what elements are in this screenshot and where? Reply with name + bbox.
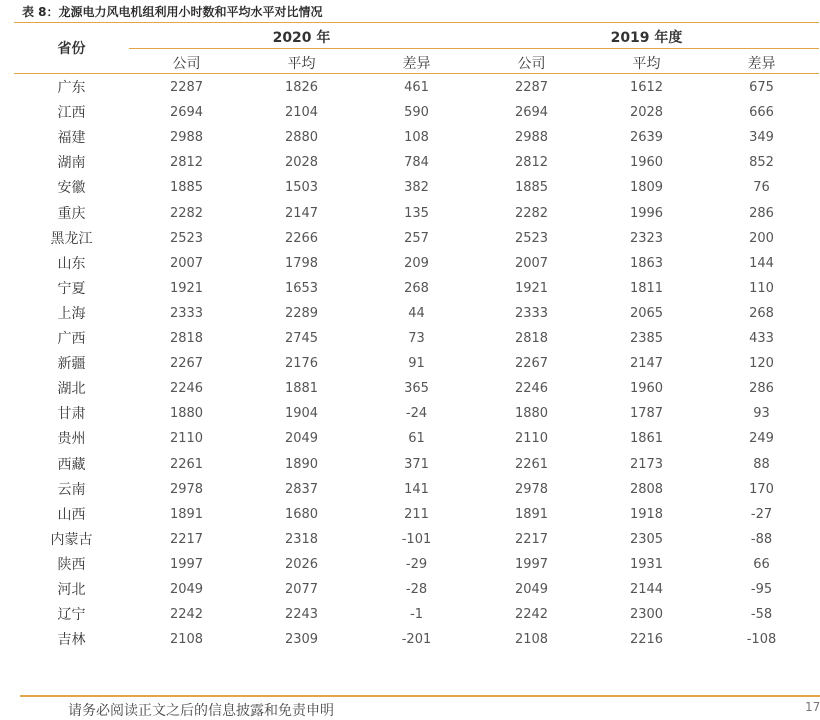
year-2020-header: 2020 年 bbox=[272, 30, 331, 46]
cell-average-2019: 1931 bbox=[629, 556, 664, 572]
cell-province: 云南 bbox=[57, 481, 86, 498]
cell-difference-2019: 76 bbox=[753, 180, 770, 196]
cell-company-2019: 2988 bbox=[514, 130, 549, 146]
cell-province: 上海 bbox=[57, 305, 86, 322]
table-row bbox=[14, 555, 819, 580]
cell-average-2020: 1881 bbox=[284, 381, 319, 397]
cell-difference-2019: 170 bbox=[749, 481, 774, 497]
table-row bbox=[14, 379, 819, 404]
cell-province: 安徽 bbox=[57, 180, 86, 197]
cell-average-2019: 1811 bbox=[629, 280, 664, 296]
cell-province: 辽宁 bbox=[57, 607, 86, 624]
table-row bbox=[14, 178, 819, 203]
cell-average-2020: 1680 bbox=[284, 506, 319, 522]
cell-difference-2019: 144 bbox=[749, 255, 774, 271]
cell-difference-2020: 141 bbox=[404, 481, 429, 497]
cell-difference-2019: -95 bbox=[750, 582, 773, 597]
cell-difference-2019: 675 bbox=[749, 80, 774, 95]
cell-company-2019: 2287 bbox=[514, 80, 549, 95]
table-row bbox=[14, 455, 819, 480]
cell-province: 山西 bbox=[57, 506, 86, 523]
cell-difference-2019: 249 bbox=[749, 431, 774, 447]
cell-company-2020: 1885 bbox=[169, 180, 204, 196]
cell-difference-2019: 349 bbox=[749, 130, 774, 146]
cell-company-2020: 1880 bbox=[169, 406, 204, 422]
cell-average-2020: 2049 bbox=[284, 431, 319, 447]
cell-average-2019: 1918 bbox=[629, 506, 664, 522]
cell-average-2019: 2028 bbox=[629, 105, 664, 121]
cell-company-2019: 2818 bbox=[514, 331, 549, 346]
cell-difference-2019: 110 bbox=[749, 280, 774, 296]
sub-header-average-2020: 平均 bbox=[287, 56, 316, 72]
cell-company-2020: 2988 bbox=[169, 130, 204, 146]
cell-average-2019: 1863 bbox=[629, 255, 664, 271]
table-row bbox=[14, 279, 819, 304]
cell-company-2020: 2049 bbox=[169, 582, 204, 597]
cell-difference-2019: 433 bbox=[749, 331, 774, 346]
table-row bbox=[14, 530, 819, 555]
cell-average-2020: 2289 bbox=[284, 305, 319, 321]
table-row bbox=[14, 254, 819, 279]
cell-difference-2020: 209 bbox=[404, 255, 429, 271]
table-row bbox=[14, 429, 819, 454]
table-row bbox=[14, 605, 819, 630]
cell-company-2019: 2267 bbox=[514, 356, 549, 372]
cell-province: 山东 bbox=[57, 255, 86, 272]
cell-average-2019: 2216 bbox=[629, 632, 664, 648]
table-header-rule bbox=[14, 73, 819, 74]
table-group-rule bbox=[129, 48, 819, 49]
cell-company-2020: 2333 bbox=[169, 305, 204, 321]
cell-difference-2020: 73 bbox=[408, 331, 425, 346]
cell-company-2019: 2261 bbox=[514, 456, 549, 472]
cell-company-2020: 2110 bbox=[169, 431, 204, 447]
cell-average-2019: 1809 bbox=[629, 180, 664, 196]
cell-province: 福建 bbox=[57, 130, 86, 147]
cell-province: 重庆 bbox=[57, 205, 86, 222]
cell-difference-2019: 200 bbox=[749, 230, 774, 246]
cell-company-2019: 2978 bbox=[514, 481, 549, 497]
cell-difference-2020: -101 bbox=[401, 531, 432, 547]
cell-company-2020: 1891 bbox=[169, 506, 204, 522]
cell-company-2019: 2108 bbox=[514, 632, 549, 648]
cell-difference-2019: 852 bbox=[749, 155, 774, 171]
cell-company-2020: 2978 bbox=[169, 481, 204, 497]
table-row bbox=[14, 304, 819, 329]
table-row bbox=[14, 204, 819, 229]
cell-province: 黑龙江 bbox=[50, 230, 93, 247]
cell-difference-2020: 382 bbox=[404, 180, 429, 196]
cell-difference-2019: 120 bbox=[749, 356, 774, 372]
cell-company-2019: 2049 bbox=[514, 582, 549, 597]
cell-province: 甘肃 bbox=[57, 406, 86, 423]
cell-difference-2020: 108 bbox=[404, 130, 429, 146]
table-row bbox=[14, 354, 819, 379]
cell-company-2020: 2812 bbox=[169, 155, 204, 171]
cell-company-2019: 2242 bbox=[514, 607, 549, 623]
cell-average-2020: 2309 bbox=[284, 632, 319, 648]
cell-difference-2019: -88 bbox=[750, 531, 773, 547]
cell-average-2019: 1960 bbox=[629, 155, 664, 171]
cell-average-2019: 2808 bbox=[629, 481, 664, 497]
table-row bbox=[14, 103, 819, 128]
cell-difference-2020: -29 bbox=[405, 556, 428, 572]
cell-company-2020: 2246 bbox=[169, 381, 204, 397]
cell-province: 吉林 bbox=[57, 632, 86, 649]
cell-average-2020: 2147 bbox=[284, 205, 319, 221]
cell-average-2020: 1890 bbox=[284, 456, 319, 472]
cell-company-2019: 2694 bbox=[514, 105, 549, 121]
cell-province: 江西 bbox=[57, 105, 86, 122]
sub-header-company-2019: 公司 bbox=[517, 56, 546, 72]
cell-company-2019: 1880 bbox=[514, 406, 549, 422]
cell-difference-2019: -58 bbox=[750, 607, 773, 623]
cell-province: 湖北 bbox=[57, 381, 86, 398]
cell-company-2019: 2523 bbox=[514, 230, 549, 246]
cell-difference-2020: 365 bbox=[404, 381, 429, 397]
footer-rule bbox=[20, 695, 820, 697]
cell-average-2019: 1996 bbox=[629, 205, 664, 221]
cell-province: 湖南 bbox=[57, 155, 86, 172]
cell-average-2019: 2173 bbox=[629, 456, 664, 472]
year-2019-header: 2019 年度 bbox=[610, 30, 683, 46]
cell-average-2019: 1612 bbox=[629, 80, 664, 95]
table-row bbox=[14, 78, 819, 103]
cell-province: 河北 bbox=[57, 582, 86, 598]
cell-average-2019: 2323 bbox=[629, 230, 664, 246]
cell-province: 宁夏 bbox=[57, 280, 86, 297]
cell-difference-2020: 61 bbox=[408, 431, 425, 447]
sub-header-average-2019: 平均 bbox=[632, 56, 661, 72]
cell-company-2020: 2287 bbox=[169, 80, 204, 95]
cell-company-2019: 1891 bbox=[514, 506, 549, 522]
cell-difference-2020: -1 bbox=[410, 607, 423, 623]
cell-difference-2020: 211 bbox=[404, 506, 429, 522]
table-row bbox=[14, 630, 819, 655]
cell-average-2020: 2745 bbox=[284, 331, 319, 346]
cell-company-2020: 1997 bbox=[169, 556, 204, 572]
cell-average-2020: 2077 bbox=[284, 582, 319, 597]
table-row bbox=[14, 480, 819, 505]
cell-company-2020: 2108 bbox=[169, 632, 204, 648]
cell-difference-2020: 135 bbox=[404, 205, 429, 221]
table-row bbox=[14, 505, 819, 530]
cell-difference-2019: 286 bbox=[749, 381, 774, 397]
cell-difference-2019: -108 bbox=[746, 632, 777, 648]
cell-province: 内蒙古 bbox=[50, 531, 93, 548]
sub-header-difference-2019: 差异 bbox=[747, 56, 776, 72]
province-header: 省份 bbox=[57, 41, 86, 57]
table-row bbox=[14, 404, 819, 429]
cell-difference-2020: 371 bbox=[404, 456, 429, 472]
cell-average-2020: 2104 bbox=[284, 105, 319, 121]
cell-difference-2020: 461 bbox=[404, 80, 429, 95]
cell-average-2020: 2243 bbox=[284, 607, 319, 623]
cell-company-2019: 2333 bbox=[514, 305, 549, 321]
cell-province: 西藏 bbox=[57, 456, 86, 473]
cell-difference-2019: 666 bbox=[749, 105, 774, 121]
table-caption: 表 8：龙源电力风电机组利用小时数和平均水平对比情况 bbox=[22, 5, 323, 19]
cell-company-2020: 2217 bbox=[169, 531, 204, 547]
cell-average-2019: 2385 bbox=[629, 331, 664, 346]
sub-header-difference-2020: 差异 bbox=[402, 56, 431, 72]
cell-company-2019: 2246 bbox=[514, 381, 549, 397]
table-row bbox=[14, 580, 819, 605]
table-row bbox=[14, 128, 819, 153]
cell-average-2019: 1960 bbox=[629, 381, 664, 397]
cell-difference-2019: 286 bbox=[749, 205, 774, 221]
footer-disclaimer: 请务必阅读正文之后的信息披露和免责申明 bbox=[68, 703, 334, 719]
cell-company-2019: 2007 bbox=[514, 255, 549, 271]
cell-province: 陕西 bbox=[57, 556, 86, 573]
table-top-rule bbox=[14, 22, 819, 23]
cell-difference-2020: -28 bbox=[405, 582, 428, 597]
cell-difference-2020: 44 bbox=[408, 305, 425, 321]
cell-average-2019: 2147 bbox=[629, 356, 664, 372]
cell-average-2020: 2318 bbox=[284, 531, 319, 547]
cell-company-2019: 2282 bbox=[514, 205, 549, 221]
cell-company-2019: 2217 bbox=[514, 531, 549, 547]
cell-average-2019: 1787 bbox=[629, 406, 664, 422]
cell-province: 广西 bbox=[57, 331, 86, 347]
cell-average-2019: 1861 bbox=[629, 431, 664, 447]
cell-average-2020: 1904 bbox=[284, 406, 319, 422]
cell-company-2020: 2523 bbox=[169, 230, 204, 246]
cell-difference-2019: 268 bbox=[749, 305, 774, 321]
cell-company-2019: 1885 bbox=[514, 180, 549, 196]
cell-province: 广东 bbox=[57, 80, 86, 96]
cell-company-2020: 2242 bbox=[169, 607, 204, 623]
cell-difference-2020: 590 bbox=[404, 105, 429, 121]
cell-average-2019: 2144 bbox=[629, 582, 664, 597]
cell-average-2020: 2837 bbox=[284, 481, 319, 497]
sub-header-company-2020: 公司 bbox=[172, 56, 201, 72]
cell-difference-2020: 268 bbox=[404, 280, 429, 296]
cell-average-2020: 2880 bbox=[284, 130, 319, 146]
cell-company-2020: 1921 bbox=[169, 280, 204, 296]
cell-average-2020: 2028 bbox=[284, 155, 319, 171]
cell-difference-2019: 93 bbox=[753, 406, 770, 422]
cell-company-2020: 2818 bbox=[169, 331, 204, 346]
cell-province: 新疆 bbox=[57, 356, 86, 373]
table-row bbox=[14, 153, 819, 178]
cell-average-2019: 2305 bbox=[629, 531, 664, 547]
cell-difference-2019: -27 bbox=[750, 506, 773, 522]
cell-average-2020: 1503 bbox=[284, 180, 319, 196]
page-number: 17 bbox=[805, 700, 820, 714]
cell-company-2019: 1997 bbox=[514, 556, 549, 572]
cell-difference-2020: 784 bbox=[404, 155, 429, 171]
cell-company-2020: 2267 bbox=[169, 356, 204, 372]
cell-company-2019: 1921 bbox=[514, 280, 549, 296]
cell-company-2020: 2261 bbox=[169, 456, 204, 472]
table-row bbox=[14, 229, 819, 254]
cell-average-2020: 1798 bbox=[284, 255, 319, 271]
cell-province: 贵州 bbox=[57, 431, 86, 448]
cell-difference-2019: 88 bbox=[753, 456, 770, 472]
cell-company-2019: 2812 bbox=[514, 155, 549, 171]
cell-company-2019: 2110 bbox=[514, 431, 549, 447]
cell-company-2020: 2694 bbox=[169, 105, 204, 121]
cell-difference-2020: -201 bbox=[401, 632, 432, 648]
cell-average-2019: 2639 bbox=[629, 130, 664, 146]
cell-average-2020: 2026 bbox=[284, 556, 319, 572]
cell-company-2020: 2282 bbox=[169, 205, 204, 221]
cell-company-2020: 2007 bbox=[169, 255, 204, 271]
cell-average-2020: 1653 bbox=[284, 280, 319, 296]
cell-average-2020: 1826 bbox=[284, 80, 319, 95]
cell-difference-2020: 91 bbox=[408, 356, 425, 372]
cell-difference-2019: 66 bbox=[753, 556, 770, 572]
cell-difference-2020: -24 bbox=[405, 406, 428, 422]
cell-difference-2020: 257 bbox=[404, 230, 429, 246]
cell-average-2020: 2176 bbox=[284, 356, 319, 372]
cell-average-2019: 2065 bbox=[629, 305, 664, 321]
cell-average-2020: 2266 bbox=[284, 230, 319, 246]
table-row bbox=[14, 329, 819, 354]
cell-average-2019: 2300 bbox=[629, 607, 664, 623]
